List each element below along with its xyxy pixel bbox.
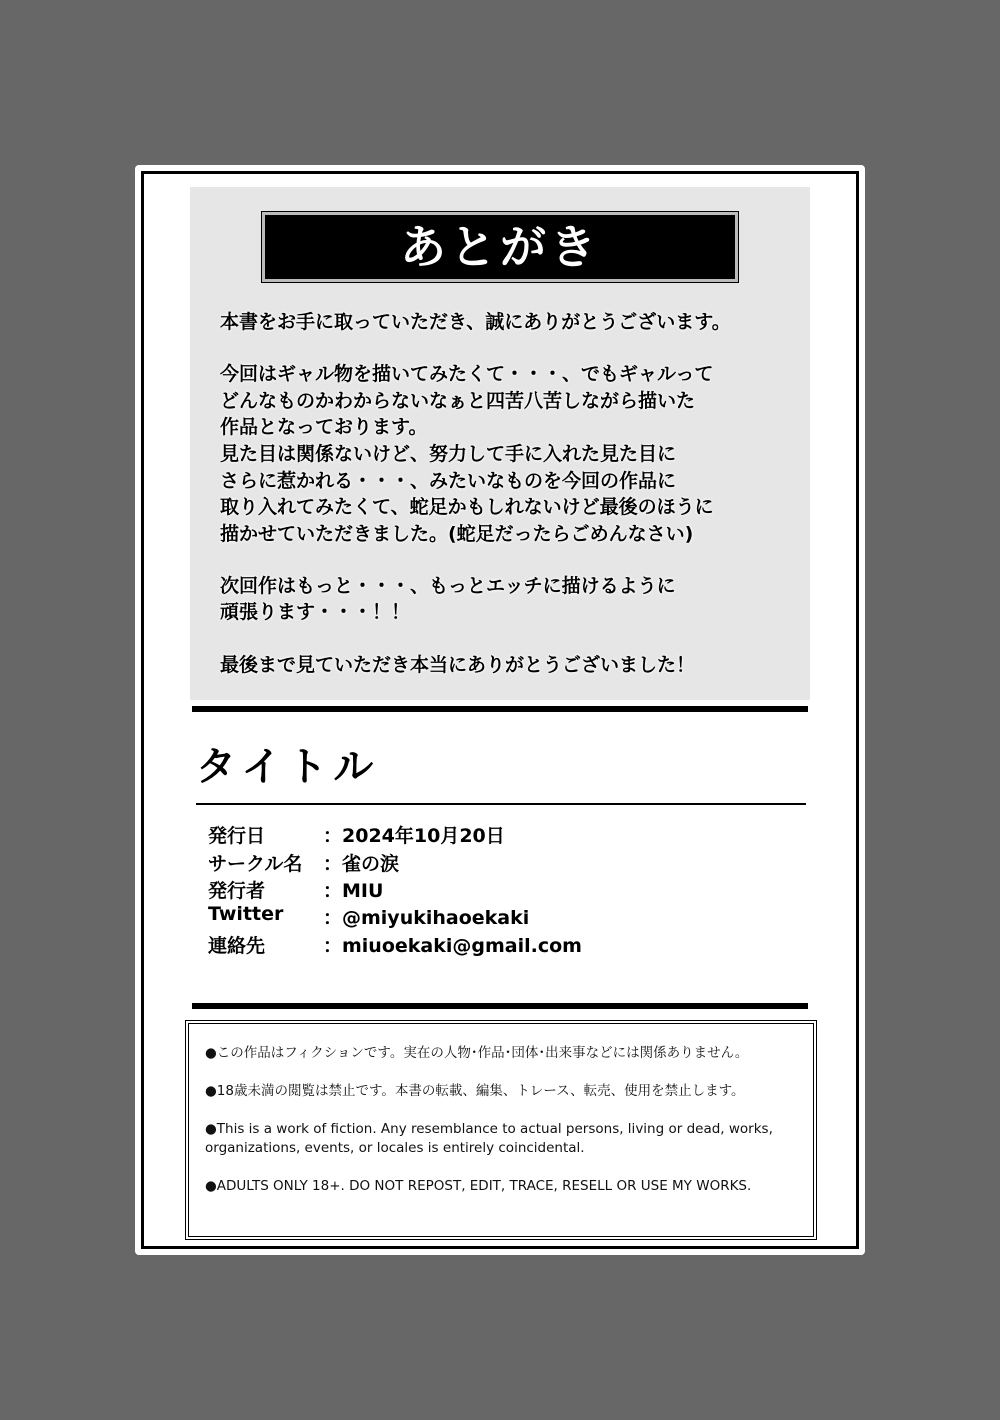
afterword-line: 取り入れてみたくて、蛇足かもしれないけど最後のほうに [220, 496, 714, 518]
disclaimer-box [185, 1020, 817, 1240]
info-label: 連絡先 [208, 935, 266, 957]
afterword-line: 描かせていただきました。(蛇足だったらごめんなさい) [220, 523, 694, 545]
afterword-line: 頑張ります・・・！！ [220, 601, 411, 623]
info-value: ：miuoekaki@gmail.com [323, 935, 582, 957]
info-label: 発行者 [208, 880, 266, 902]
disclaimer-text: ●18歳未満の閲覧は禁止です。本書の転載、編集、トレース、転売、使用を禁止します。 [205, 1083, 745, 1099]
afterword-line: 見た目は関係ないけど、努力して手に入れた見た目に [220, 443, 677, 465]
afterword-line: どんなものかわからないなぁと四苦八苦しながら描いた [220, 390, 696, 412]
work-title: タイトル [196, 744, 380, 790]
divider-thin [196, 803, 806, 805]
afterword-line: さらに惹かれる・・・、みたいなものを今回の作品に [220, 470, 677, 492]
disclaimer-text: ●ADULTS ONLY 18+. DO NOT REPOST, EDIT, TRACE, RESELL OR USE MY WORKS. [205, 1178, 752, 1194]
afterword-line: 次回作はもっと・・・、もっとエッチに描けるように [220, 575, 676, 597]
afterword-line: 作品となっております。 [220, 416, 428, 438]
info-value: ：MIU [323, 880, 384, 902]
disclaimer-text: ●この作品はフィクションです。実在の人物･作品･団体･出来事などには関係ありません。 [205, 1045, 749, 1061]
afterword-line: 今回はギャル物を描いてみたくて・・・、でもギャルって [220, 363, 714, 385]
disclaimer-text: ●This is a work of fiction. Any resemblance to actual persons, living or dead, works, organizations, events, or locales is entirely coincidental. [205, 1121, 773, 1156]
info-value: ：2024年10月20日 [323, 825, 505, 847]
info-label: サークル名 [208, 853, 303, 875]
afterword-heading: あとがき [262, 212, 738, 282]
info-value: ：雀の涙 [323, 853, 400, 875]
divider-thick [192, 1003, 808, 1009]
afterword-section [190, 187, 810, 700]
afterword-line: 最後まで見ていただき本当にありがとうございました！ [220, 654, 696, 676]
info-label: Twitter [208, 903, 284, 925]
divider-thick [192, 706, 808, 712]
info-label: 発行日 [208, 825, 266, 847]
info-value: ：@miyukihaoekaki [323, 907, 530, 929]
afterword-line: 本書をお手に取っていただき、誠にありがとうございます。 [220, 311, 731, 333]
